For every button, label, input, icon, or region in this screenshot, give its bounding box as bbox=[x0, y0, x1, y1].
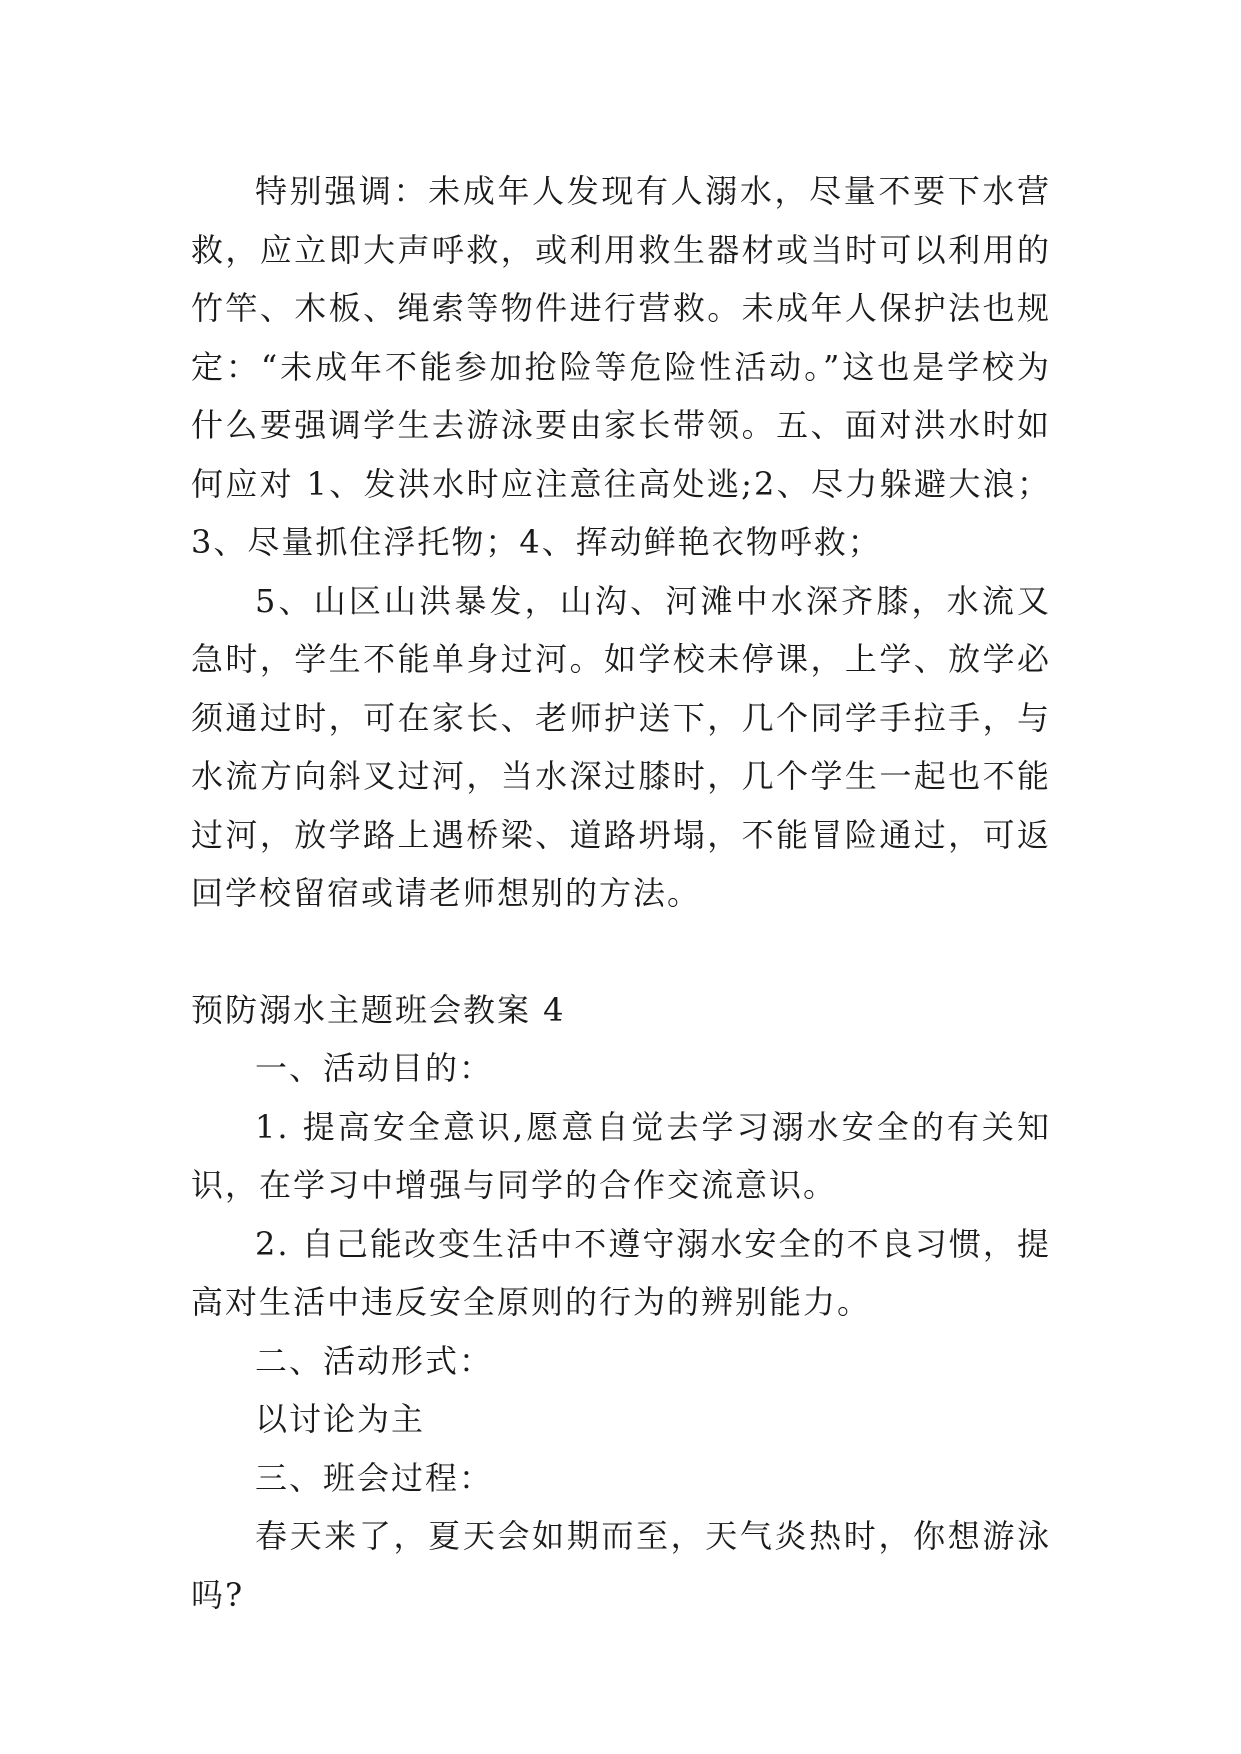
paragraph-process-heading: 三、班会过程： bbox=[255, 1458, 494, 1497]
document-body bbox=[191, 162, 1051, 1624]
paragraph-flood-crossing: 5、山区山洪暴发，山沟、河滩中水深齐膝，水流又急时，学生不能单身过河。如学校未停课，上学、放学必须通过时，可在家长、老师护送下，几个同学手拉手，与水流方向斜叉过河，当水深过膝时，几个学生一起也不能过河，放学路上遇桥梁、道路坍塌，不能冒险通过，可返回学校留宿或请老师想别的方法。 bbox=[191, 581, 1051, 912]
paragraph-activity-form-heading: 二、活动形式： bbox=[255, 1341, 494, 1380]
paragraph-activity-goal-heading: 一、活动目的： bbox=[255, 1049, 494, 1087]
paragraph-goal-2: 2. 自己能改变生活中不遵守溺水安全的不良习惯，提高对生活中违反安全原则的行为的辨别能力。 bbox=[191, 1224, 1051, 1321]
paragraph-process-intro: 春天来了，夏天会如期而至，天气炎热时，你想游泳吗? bbox=[191, 1517, 1051, 1614]
section-spacer bbox=[191, 923, 1051, 981]
paragraph-activity-form: 以讨论为主 bbox=[255, 1400, 426, 1438]
paragraph-emphasis: 特别强调：未成年人发现有人溺水，尽量不要下水营救，应立即大声呼救，或利用救生器材或当时可以利用的竹竿、木板、绳索等物件进行营救。未成年人保护法也规定：“未成年不能参加抢险等危险性活动。”这也是学校为什么要强调学生去游泳要由家长带领。五、面对洪水时如何应对 1、发洪水时应注意往高处逃;2、尽力躲避大浪；3、尽量抓住浮托物；4、挥动鲜艳衣物呼救； bbox=[191, 172, 1051, 561]
paragraph-goal-1: 1. 提高安全意识,愿意自觉去学习溺水安全的有关知识，在学习中增强与同学的合作交流意识。 bbox=[191, 1107, 1051, 1204]
section-title: 预防溺水主题班会教案 4 bbox=[191, 990, 566, 1029]
